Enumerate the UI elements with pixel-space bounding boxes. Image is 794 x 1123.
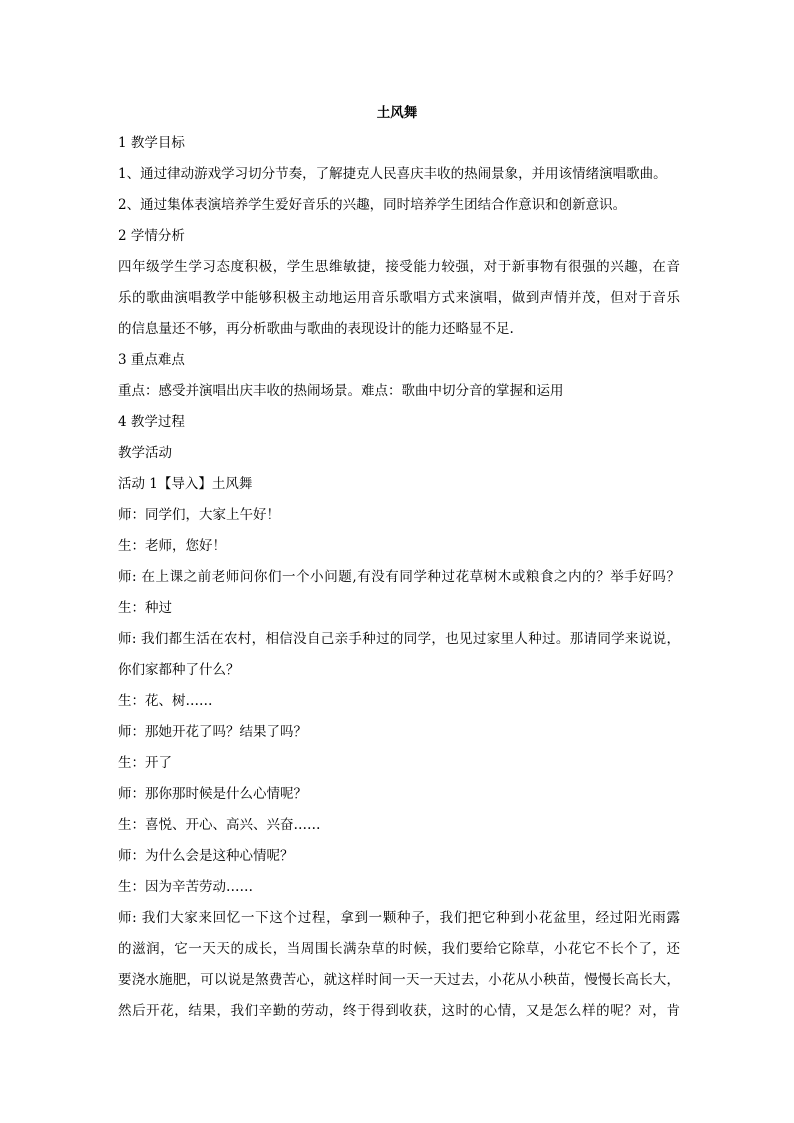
- document-body: [118, 128, 680, 1027]
- dialogue-line: 师：那你那时候是什么心情呢？: [118, 786, 307, 802]
- dialogue-line: 生：花、树……: [118, 693, 213, 709]
- dialogue-line: 师: 在上课之前老师问你们一个小问题,有没有同学种过花草树木或粮食之内的？举手好吗？: [118, 569, 680, 585]
- dialogue-line: 的滋润，它一天天的成长，当周围长满杂草的时候，我们要给它除草，小花它不长个了，还: [118, 941, 680, 957]
- dialogue-line: 师: 我们大家来回忆一下这个过程，拿到一颗种子，我们把它种到小花盆里，经过阳光雨露: [118, 910, 680, 926]
- objective-1: 1、通过律动游戏学习切分节奏，了解捷克人民喜庆丰收的热闹景象，并用该情绪演唱歌曲。: [118, 166, 667, 182]
- analysis-line-3: 的信息量还不够，再分析歌曲与歌曲的表现设计的能力还略显不足.: [118, 321, 514, 337]
- objective-2: 2、通过集体表演培养学生爱好音乐的兴趣，同时培养学生团结合作意识和创新意识。: [118, 197, 627, 213]
- dialogue-line: 要浇水施肥，可以说是煞费苦心，就这样时间一天一天过去，小花从小秧苗，慢慢长高长大，: [118, 972, 680, 988]
- section-heading-key-points: 3 重点难点: [118, 352, 185, 368]
- teaching-activities-label: 教学活动: [118, 445, 172, 461]
- analysis-line-2: 乐的歌曲演唱教学中能够积极主动地运用音乐歌唱方式来演唱，做到声情并茂，但对于音乐: [118, 290, 680, 306]
- dialogue-line: 生：种过: [118, 600, 172, 616]
- dialogue-line: 生：开了: [118, 755, 172, 771]
- dialogue-line: 师：同学们，大家上午好！: [118, 507, 280, 523]
- dialogue-line: 生：老师，您好！: [118, 538, 226, 554]
- dialogue-line: 生：喜悦、开心、高兴、兴奋……: [118, 817, 321, 833]
- dialogue-line: 生：因为辛苦劳动……: [118, 879, 253, 895]
- dialogue-line: 你们家都种了什么？: [118, 662, 240, 678]
- dialogue-line: 师: 我们都生活在农村，相信没自己亲手种过的同学，也见过家里人种过。那请同学来说说，: [118, 631, 680, 647]
- section-heading-analysis: 2 学情分析: [118, 228, 185, 244]
- dialogue-line: 然后开花，结果，我们辛勤的劳动，终于得到收获，这时的心情，又是怎么样的呢？对，肯: [118, 1003, 680, 1019]
- key-points-text: 重点：感受并演唱出庆丰收的热闹场景。难点：歌曲中切分音的掌握和运用: [118, 383, 564, 399]
- section-heading-process: 4 教学过程: [118, 414, 185, 430]
- document-title: 土风舞: [376, 105, 418, 121]
- dialogue-line: 师：那她开花了吗？结果了吗？: [118, 724, 307, 740]
- activity-1-heading: 活动 1【导入】土风舞: [118, 476, 253, 492]
- section-heading-objectives: 1 教学目标: [118, 135, 185, 151]
- dialogue-line: 师：为什么会是这种心情呢？: [118, 848, 294, 864]
- analysis-line-1: 四年级学生学习态度积极，学生思维敏捷，接受能力较强，对于新事物有很强的兴趣，在音: [118, 259, 680, 275]
